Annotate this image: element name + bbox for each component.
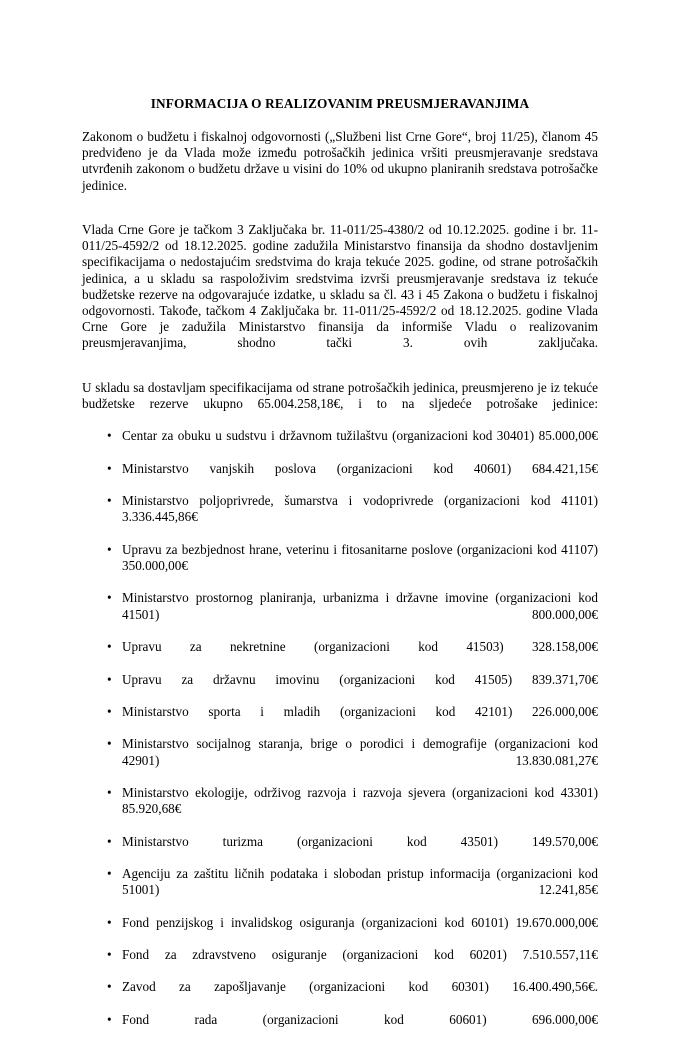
bullet-dot-icon: • — [107, 736, 112, 752]
spending-units-list — [82, 428, 598, 1044]
bullet-dot-icon: • — [107, 979, 112, 995]
list-item-label: Fond za zdravstveno osiguranje (organizacioni kod 60201) 7.510.557,11€ — [122, 946, 598, 962]
list-item-label: Agenciju za zaštitu ličnih podataka i slobodan pristup informacija (organizacioni kod 51001) 12.241,85€ — [122, 865, 598, 898]
document-body — [82, 96, 598, 1044]
bullet-dot-icon: • — [107, 1011, 112, 1027]
list-item-label: Upravu za državnu imovinu (organizacioni kod 41505) 839.371,70€ — [122, 671, 598, 687]
list-item — [82, 785, 598, 834]
list-item — [82, 704, 598, 736]
paragraph-government-conclusions: Vlada Crne Gore je tačkom 3 Zaključaka br. 11-011/25-4380/2 od 10.12.2025. godine i br. 11-011/25-4592/2 od 18.12.2025. godine zadužila Ministarstvo finansija da shodno dostavljenim specifikacijama o nedostajućim sredstvima do kraja tekuće 2025. godine, od strane potrošačkih jedinica, a u skladu sa raspoloživim sredstvima izvrši preusmjeravanje sredstava iz tekuće budžetske rezerve na odgovarajuće izdatke, u skladu sa čl. 43 i 45 Zakona o budžetu i fiskalnoj odgovornosti. Takođe, tačkom 4 Zaključaka br. 11-011/25-4592/2 od 18.12.2025. godine Vlada Crne Gore je zadužila Ministarstvo finansija da informiše Vladu o realizovanim preusmjeravanjima, shodno tački 3. ovih zaključaka. — [82, 222, 598, 351]
list-item — [82, 1012, 598, 1044]
bullet-dot-icon: • — [107, 460, 112, 476]
paragraph-total-reallocation: U skladu sa dostavljam specifikacijama od strane potrošačkih jedinica, preusmjereno je iz tekuće budžetske rezerve ukupno 65.004.258,18€, i to na sljedeće potrošake jedinice: — [82, 379, 598, 412]
paragraph-legal-basis: Zakonom o budžetu i fiskalnoj odgovornosti („Službeni list Crne Gore“, broj 11/25), članom 45 predviđeno je da Vlada može između potrošačkih jedinica vršiti preusmjeravanje sredstava utvrđenih zakonom o budžetu države u visini do 10% od ukupno planiranih sredstava potrošačke jedinice. — [82, 129, 598, 193]
bullet-dot-icon: • — [107, 671, 112, 687]
list-item-label: Upravu za bezbjednost hrane, veterinu i fitosanitarne poslove (organizacioni kod 41107) 350.000,00€ — [122, 541, 598, 574]
list-item — [82, 866, 598, 915]
list-item — [82, 590, 598, 639]
list-item — [82, 542, 598, 591]
bullet-dot-icon: • — [107, 541, 112, 557]
bullet-dot-icon: • — [107, 914, 112, 930]
list-item-label: Ministarstvo sporta i mladih (organizacioni kod 42101) 226.000,00€ — [122, 703, 598, 719]
list-item-label: Fond rada (organizacioni kod 60601) 696.000,00€ — [122, 1011, 598, 1027]
bullet-dot-icon: • — [107, 946, 112, 962]
bullet-dot-icon: • — [107, 784, 112, 800]
list-item — [82, 834, 598, 866]
list-item-label: Ministarstvo ekologije, održivog razvoja i razvoja sjevera (organizacioni kod 43301) 85.920,68€ — [122, 784, 598, 817]
bullet-dot-icon: • — [107, 865, 112, 881]
list-item — [82, 461, 598, 493]
bullet-dot-icon: • — [107, 428, 112, 444]
bullet-dot-icon: • — [107, 590, 112, 606]
list-item — [82, 915, 598, 947]
bullet-dot-icon: • — [107, 493, 112, 509]
list-item-label: Ministarstvo poljoprivrede, šumarstva i vodoprivrede (organizacioni kod 41101) 3.336.445,86€ — [122, 493, 598, 525]
list-item — [82, 979, 598, 1011]
list-item — [82, 493, 598, 542]
list-item-label: Ministarstvo turizma (organizacioni kod 43501) 149.570,00€ — [122, 833, 598, 849]
list-item — [82, 428, 598, 460]
list-item-label: Upravu za nekretnine (organizacioni kod 41503) 328.158,00€ — [122, 639, 598, 655]
list-item — [82, 947, 598, 979]
list-item-label: Centar za obuku u sudstvu i državnom tužilaštvu (organizacioni kod 30401) 85.000,00€ — [122, 428, 598, 444]
bullet-dot-icon: • — [107, 639, 112, 655]
list-item — [82, 639, 598, 671]
list-item-label: Ministarstvo prostornog planiranja, urbanizma i državne imovine (organizacioni kod 41501) 800.000,00€ — [122, 590, 598, 622]
list-item — [82, 672, 598, 704]
bullet-dot-icon: • — [107, 703, 112, 719]
list-item-label: Ministarstvo socijalnog staranja, brige o porodici i demografije (organizacioni kod 42901) 13.830.081,27€ — [122, 736, 598, 768]
list-item — [82, 736, 598, 785]
list-item-label: Fond penzijskog i invalidskog osiguranja (organizacioni kod 60101) 19.670.000,00€ — [122, 914, 598, 930]
list-item-label: Zavod za zapošljavanje (organizacioni kod 60301) 16.400.490,56€. — [122, 979, 598, 995]
page-title: INFORMACIJA O REALIZOVANIM PREUSMJERAVANJIMA — [150, 96, 530, 111]
bullet-dot-icon: • — [107, 833, 112, 849]
list-item-label: Ministarstvo vanjskih poslova (organizacioni kod 40601) 684.421,15€ — [122, 460, 598, 476]
